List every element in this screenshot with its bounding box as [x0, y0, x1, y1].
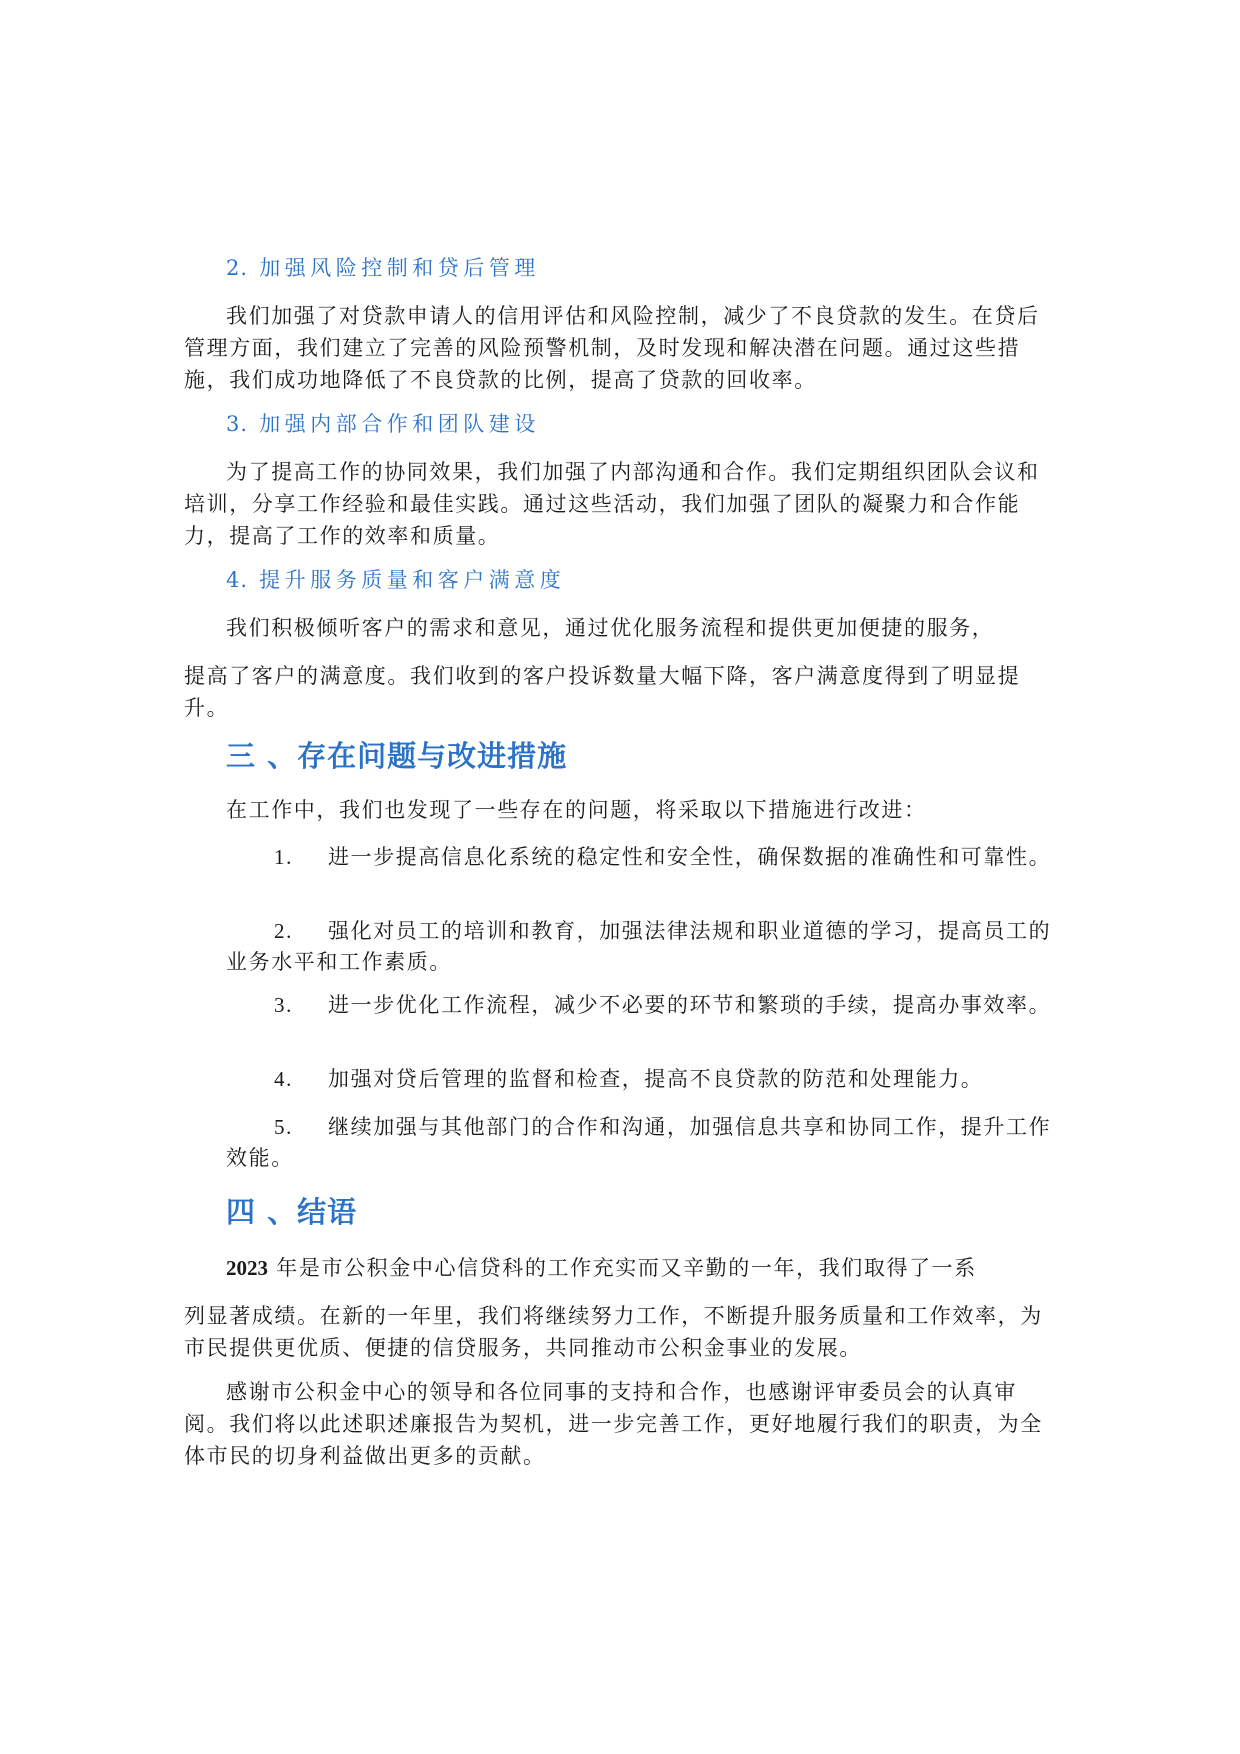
list-item-text: 继续加强与其他部门的合作和沟通，加强信息共享和协同工作，提升工作效能。: [226, 1115, 1052, 1170]
subheading-team-building: [226, 408, 1026, 438]
paragraph-conclusion-line1-text: 年是市公积金中心信贷科的工作充实而又辛勤的一年，我们取得了一系: [276, 1256, 977, 1280]
list-item: [226, 916, 1060, 978]
list-item-text: 进一步提高信息化系统的稳定性和安全性，确保数据的准确性和可靠性。: [328, 845, 1052, 869]
list-item: [226, 990, 1060, 1021]
subheading-title: 加强风险控制和贷后管理: [259, 256, 540, 280]
year-label: 2023: [226, 1256, 268, 1280]
list-item-number: 2.: [274, 919, 293, 943]
subheading-number: 2.: [226, 256, 249, 280]
subheading-service-quality: [226, 564, 1026, 594]
subheading-risk-control: [226, 252, 1026, 282]
list-item-number: 1.: [274, 845, 293, 869]
paragraph-service-quality-rest: 提高了客户的满意度。我们收到的客户投诉数量大幅下降，客户满意度得到了明显提升。: [184, 664, 1021, 720]
list-item-text: 进一步优化工作流程，减少不必要的环节和繁琐的手续，提高办事效率。: [328, 993, 1052, 1017]
paragraph-service-quality-line1: 我们积极倾听客户的需求和意见，通过优化服务流程和提供更加便捷的服务，: [226, 616, 995, 640]
paragraph-thanks: 感谢市公积金中心的领导和各位同事的支持和合作，也感谢评审委员会的认真审阅。我们将以此述职述廉报告为契机，进一步完善工作，更好地履行我们的职责，为全体市民的切身利益做出更多的贡献。: [184, 1380, 1043, 1468]
section-heading-problems: 三 、存在问题与改进措施: [226, 739, 568, 773]
paragraph-risk-control: 我们加强了对贷款申请人的信用评估和风险控制，减少了不良贷款的发生。在贷后管理方面，我们建立了完善的风险预警机制，及时发现和解决潜在问题。通过这些措施，我们成功地降低了不良贷款的比例，提高了贷款的回收率。: [184, 304, 1040, 392]
paragraph-team-building: 为了提高工作的协同效果，我们加强了内部沟通和合作。我们定期组织团队会议和培训，分享工作经验和最佳实践。通过这些活动，我们加强了团队的凝聚力和合作能力，提高了工作的效率和质量。: [184, 460, 1040, 548]
list-item: [226, 1112, 1060, 1174]
paragraph-conclusion-rest: 列显著成绩。在新的一年里，我们将继续努力工作，不断提升服务质量和工作效率，为市民提供更优质、便捷的信贷服务，共同推动市公积金事业的发展。: [184, 1304, 1043, 1360]
section-heading-conclusion: 四 、结语: [226, 1195, 358, 1229]
list-item-number: 3.: [274, 993, 293, 1017]
subheading-title: 加强内部合作和团队建设: [259, 412, 540, 436]
list-item-number: 4.: [274, 1067, 293, 1091]
list-item-text: 加强对贷后管理的监督和检查，提高不良贷款的防范和处理能力。: [328, 1067, 984, 1091]
subheading-number: 3.: [226, 412, 249, 436]
subheading-number: 4.: [226, 568, 249, 592]
list-item: [226, 842, 1060, 873]
paragraph-conclusion-line1: [184, 1252, 1060, 1284]
paragraph-problems-intro: 在工作中，我们也发现了一些存在的问题，将采取以下措施进行改进：: [226, 798, 927, 822]
list-item: [226, 1064, 1060, 1095]
subheading-title: 提升服务质量和客户满意度: [259, 568, 566, 592]
list-item-number: 5.: [274, 1115, 293, 1139]
list-item-text: 强化对员工的培训和教育，加强法律法规和职业道德的学习，提高员工的业务水平和工作素质。: [226, 919, 1052, 974]
